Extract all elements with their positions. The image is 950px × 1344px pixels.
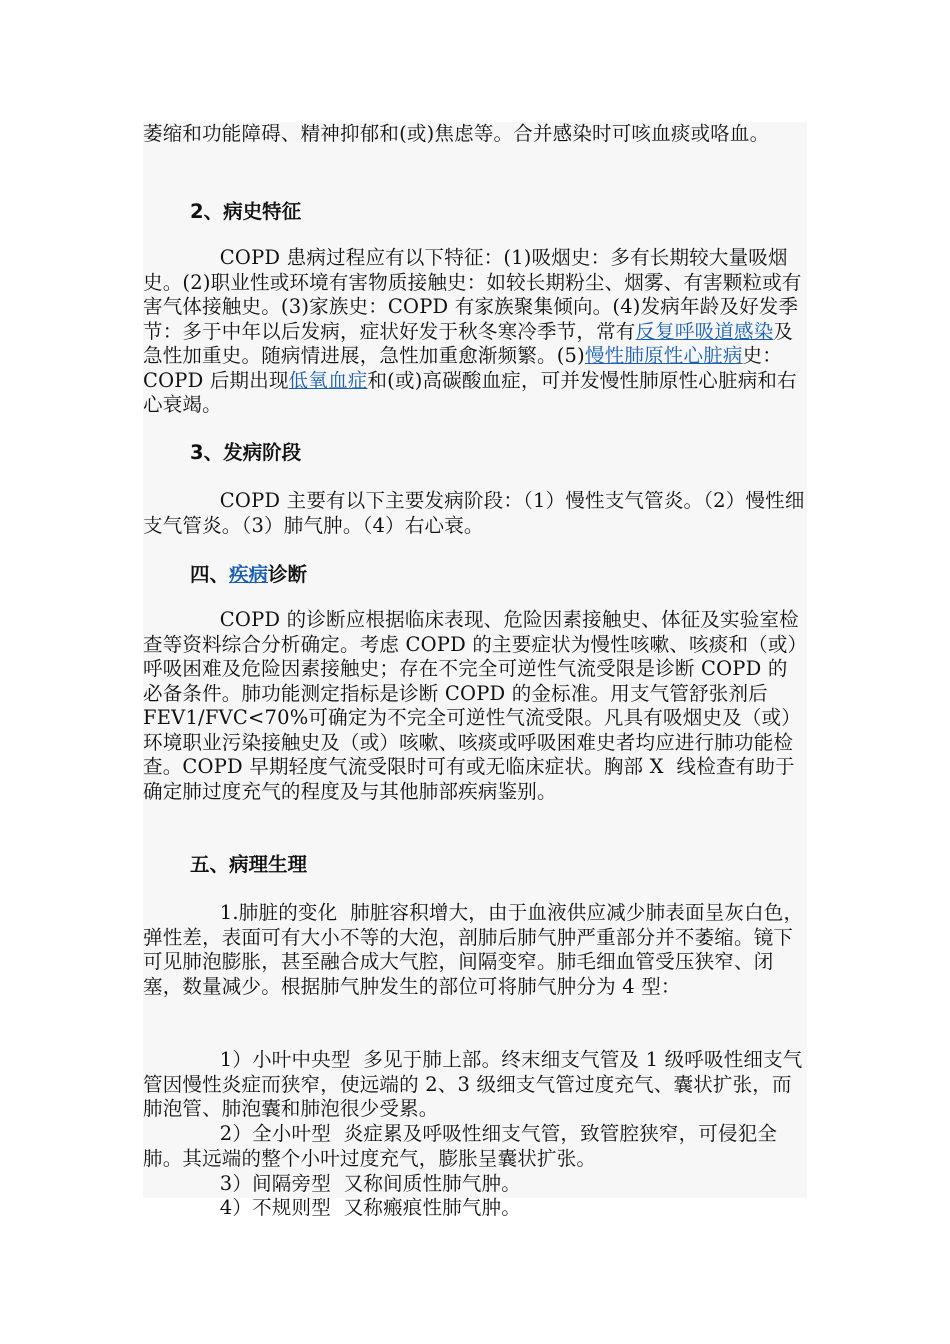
paragraph-history <box>143 246 805 418</box>
history-text-4: 和(或)高碳酸血症，可并发慢性肺原性心脏病和右心衰竭。 <box>143 368 797 416</box>
paragraph-lung-changes: 1.肺脏的变化 肺脏容积增大，由于血液供应减少肺表面呈灰白色，弹性差，表面可有大小不等的大泡，剖肺后肺气肿严重部分并不萎缩。镜下可见肺泡膨胀，甚至融合成大气腔，间隔变窄。肺毛细血管受压狭窄、闭塞，数量减少。根据肺气肿发生的部位可将肺气肿分为 4 型： <box>143 901 804 998</box>
paragraph-type-panlobular: 2）全小叶型 炎症累及呼吸性细支气管，致管腔狭窄，可侵犯全肺。其远端的整个小叶过度充气，膨胀呈囊状扩张。 <box>143 1122 778 1170</box>
link-disease[interactable]: 疾病 <box>229 563 269 586</box>
link-chronic-cor-pulmonale[interactable]: 慢性肺原性心脏病 <box>584 344 743 367</box>
paragraph-continuation: 萎缩和功能障碍、精神抑郁和(或)焦虑等。合并感染时可咳血痰或咯血。 <box>143 122 770 145</box>
heading-diagnosis-prefix: 四、 <box>190 563 230 586</box>
heading-diagnosis <box>190 563 307 587</box>
heading-history: 2、病史特征 <box>190 200 302 223</box>
paragraph-type-centrilobular: 1）小叶中央型 多见于肺上部。终末细支气管及 1 级呼吸性细支气管因慢性炎症而狭窄，使远端的 2、3 级细支气管过度充气、囊状扩张，而肺泡管、肺泡囊和肺泡很少受累。 <box>143 1048 803 1120</box>
link-hypoxemia[interactable]: 低氧血症 <box>288 368 368 392</box>
history-text-1: COPD 患病过程应有以下特征：(1)吸烟史：多有长期较大量吸烟史。(2)职业性或环境有害物质接触史：如较长期粉尘、烟雾、有害颗粒或有害气体接触史。(3)家族史：COPD 有家族聚集倾向。(4)发病年龄及好发季节：多于中年以后发病，症状好发于秋冬寒冷季节，常有 <box>143 246 802 343</box>
paragraph-diagnosis: COPD 的诊断应根据临床表现、危险因素接触史、体征及实验室检查等资料综合分析确定。考虑 COPD 的主要症状为慢性咳嗽、咳痰和（或）呼吸困难及危险因素接触史；存在不完全可逆性气流受限是诊断 COPD 的必备条件。肺功能测定指标是诊断 COPD 的金标准。用支气管舒张剂后 FEV1/FVC<70%可确定为不完全可逆性气流受限。凡具有吸烟史及（或）环境职业污染接触史及（或）咳嗽、咳痰或呼吸困难史者均应进行肺功能检查。COPD 早期轻度气流受限时可有或无临床症状。胸部 X 线检查有助于确定肺过度充气的程度及与其他肺部疾病鉴别。 <box>143 608 801 803</box>
paragraph-type-irregular: 4）不规则型 又称瘢痕性肺气肿。 <box>143 1196 522 1219</box>
heading-pathophysiology: 五、病理生理 <box>190 853 308 876</box>
paragraph-type-paraseptal: 3）间隔旁型 又称间质性肺气肿。 <box>143 1172 522 1195</box>
history-text-2: 及急性加重史。随病情进展，急性加重愈渐频繁。(5) <box>143 319 794 367</box>
heading-diagnosis-suffix: 诊断 <box>268 563 308 586</box>
history-text-3: 史：COPD 后期出现 <box>143 344 782 392</box>
link-recurrent-respiratory-infection[interactable]: 反复呼吸道感染 <box>635 319 774 343</box>
paragraph-stages: COPD 主要有以下主要发病阶段：（1）慢性支气管炎。（2）慢性细支气管炎。（3）肺气肿。（4）右心衰。 <box>143 489 805 537</box>
document-page <box>143 122 807 1219</box>
heading-stages: 3、发病阶段 <box>190 441 302 464</box>
